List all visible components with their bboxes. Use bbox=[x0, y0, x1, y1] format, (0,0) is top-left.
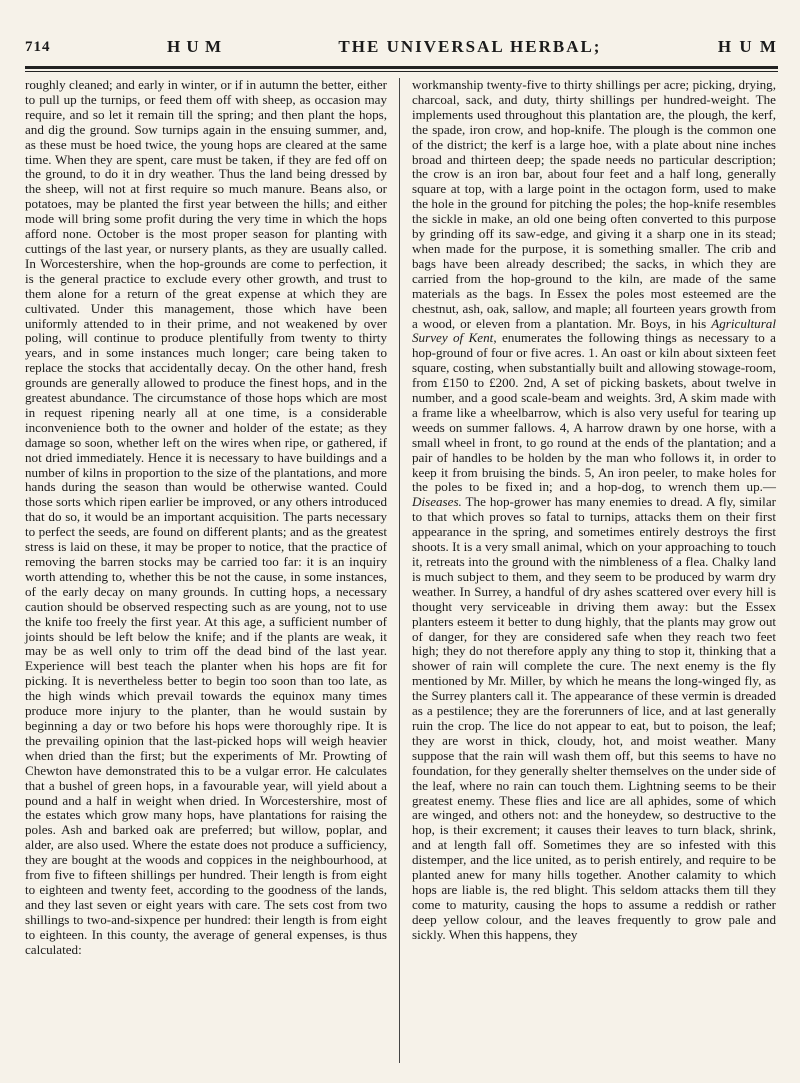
right-column bbox=[412, 78, 776, 943]
header-center-title: THE UNIVERSAL HERBAL; bbox=[338, 37, 602, 56]
running-header bbox=[25, 34, 778, 60]
left-column bbox=[25, 78, 387, 957]
header-rule bbox=[25, 66, 778, 72]
book-title: Agricultural Survey of Kent bbox=[412, 315, 776, 346]
left-column-text: roughly cleaned; and early in winter, or if in autumn the better, either to pull up the turnips, or feed them off with sheep, as occasion may require, and so let it remain till the spring; and then plant the hops, and dig the ground. Sow turnips again in the ensuing summer, and, as these must be hoed twice, the young hops are cleared at the same time. When they are spent, care must be taken, if they are fed off on the ground, to do it in dry weather. Thus the land being dressed by the sheep, will not at first require so much manure. Beans also, or potatoes, may be planted the first year between the hills; and either mode will bring some profit during the very time in which the hops afford none. October is the most proper season for planting with cuttings of the last year, or nursery plants, as they are usually called. In Worcestershire, when the hop-grounds are come to perfection, it is the general practice to exclude every other growth, and trust to them alone for a return of the great expense at which they are cultivated. Under this management, those which have been uniformly attended to in their prime, and not weakened by over poling, will continue to produce plentifully from twenty to thirty years, and in some instances much longer; care being taken to replace the stocks that accidentally decay. On the other hand, fresh grounds are generally allowed to produce the finest hops, and in the greatest abundance. The circumstance of those hops which are most in request ripening nearly all at one time, is a considerable inconvenience both to the owner and holder of the estate; as they damage so soon, whether left on the wires when ripe, or gathered, if not dried immediately. Hence it is necessary to have buildings and a number of kilns in proportion to the size of the plantations, and more hands during the season than would be otherwise wanted. Could those sorts which ripen earlier be improved, or any others introduced that do so, it would be an important acquisition. The parts necessary to perfect the seeds, are found on different plants; and as the greatest stress is laid on these, it may be proper to notice, that the practice of removing the barren stocks may be carried too far: it is an inquiry worth attending to, whether this be not the cause, in some instances, of the early decay on many grounds. In cutting hops, a necessary caution should be observed respecting such as are young, not to use the knife too freely the first year. At this age, a sufficient number of joints should be left below the knife; and if the plants are weak, it may be as well only to trim off the dead bind of the last year. Experience will best teach the planter when his hops are fit for picking. It is nevertheless better to begin too soon than too late, as the high winds which prevail towards the equinox many times produce more injury to the planter, than he would sustain by beginning a day or two before his hops were thoroughly ripe. It is the prevailing opinion that the last-picked hops will weigh heavier when dried than the first; but the experiments of Mr. Prowting of Chewton have demonstrated this to be a vulgar error. He calculates that a bushel of green hops, in a favourable year, will yield about a pound and a half in weight when dried. In Worcestershire, most of the estates which grow many hops, have plantations for raising the poles. Ash and barked oak are preferred; but willow, poplar, and alder, are also used. Where the estate does not produce a sufficiency, they are bought at the woods and coppices in the neighbourhood, at from five to fifteen shillings per hundred. Their length is from eight to eighteen and twenty feet, according to the goodness of the lands, and they last seven or eight years with care. The sets cost from two shillings to two-and-sixpence per hundred: their length is from eight to eighteen. In this county, the average of general expenses, is thus calculated: bbox=[25, 77, 387, 957]
right-text-part2: , enumerates the following things as necessary to a hop-ground of four or five acres. 1. An oast or kiln about sixteen feet square, costing, when substantially built and allowing stowage-room, from £150 to £200. 2nd, A set of picking baskets, about twelve in number, and a good scale-beam and weights. 3rd, A skim made with a frame like a wheelbarrow, which is also very useful for tearing up weeds on summer fallows. 4, A harrow drawn by one horse, with a small wheel in front, to go round at the ends of the plantation; and a pair of handles to be holden by the man who follows it, in order to keep it from bruising the binds. 5, An iron peeler, to make holes for the poles to be fixed in; and a hop-dog, to wrench them up.— bbox=[412, 330, 776, 495]
column-divider bbox=[399, 78, 400, 1063]
diseases-heading: Diseases. bbox=[412, 494, 462, 510]
page-number: 714 bbox=[25, 38, 51, 55]
right-column-text bbox=[412, 78, 776, 943]
right-text-part1: workmanship twenty-five to thirty shillings per acre; picking, drying, charcoal, sack, and duty, thirty shillings per hundred-weight. The implements used throughout this plantation are, the plough, the kerf, the spade, iron crow, and hop-knife. The plough is the common one of the district; the kerf is a large hoe, with a plate about nine inches broad and thirteen deep; the spade needs no particular description; the crow is an iron bar, about four feet and a half long, generally square at top, with a large point in the octagon form, used to make the hole in the ground for pitching the poles; the hop-knife resembles the sickle in make, an old one being often converted to this purpose by grinding off its saw-edge, and giving it a sharp one in its stead; when made for the purpose, it is something smaller. The crib and bags have been already described; the sacks, in which they are carried from the hop-ground to the kiln, are made of the same materials as the bags. In Essex the poles most esteemed are the chestnut, ash, oak, sallow, and maple; all fourteen years growth from a wood, or eleven from a plantation. Mr. Boys, in his bbox=[412, 77, 776, 331]
header-left-title: H U M bbox=[166, 37, 222, 56]
header-right-title: H U M bbox=[717, 37, 778, 56]
right-text-part3: The hop-grower has many enemies to dread. A fly, similar to that which proves so fatal to turnips, attacks them on their first appearance in the spring, and sometimes entirely destroys the first shoots. It is a very small animal, which on your approaching to touch it, retreats into the ground with the nimbleness of a flea. Chalky land is much subject to them, and they seem to be produced by warm dry weather. In Surrey, a handful of dry ashes scattered over every hill is thought very serviceable in driving them away: but the Essex planters esteem it better to dung highly, that the plants may grow out of danger, for they are considered safe when they reach two feet high; they do not therefore apply any thing to stop it, thinking that a shower of rain will complete the cure. The next enemy is the fly mentioned by Mr. Miller, by which he means the long-winged fly, as the Surrey planters call it. The appearance of these vermin is dreaded as a pestilence; they are the forerunners of lice, and at last generally ruin the crop. The lice do not appear to eat, but to poison, the leaf; they are worst in thick, cloudy, hot, and moist weather. Many suppose that the rain will wash them off, but this seems to have no foundation, for they generally shelter themselves on the under side of the leaf, where no rain can touch them. Lightning seems to be their greatest enemy. These flies and lice are all aphides, some of which are winged, and others not: and the honeydew, so destructive to the hop, is their excrement; it causes their leaves to turn black, shrink, and at length fall off. Sometimes they are so infested with this distemper, and the lice united, as to perish entirely, and require to be planted anew for many hills together. Another calamity to which hops are liable is, the red blight. This seldom attacks them till they come to maturity, causing the hops to assume a reddish or rather deep yellow colour, and the leaves frequently to grow pale and sickly. When this happens, they bbox=[412, 494, 776, 942]
